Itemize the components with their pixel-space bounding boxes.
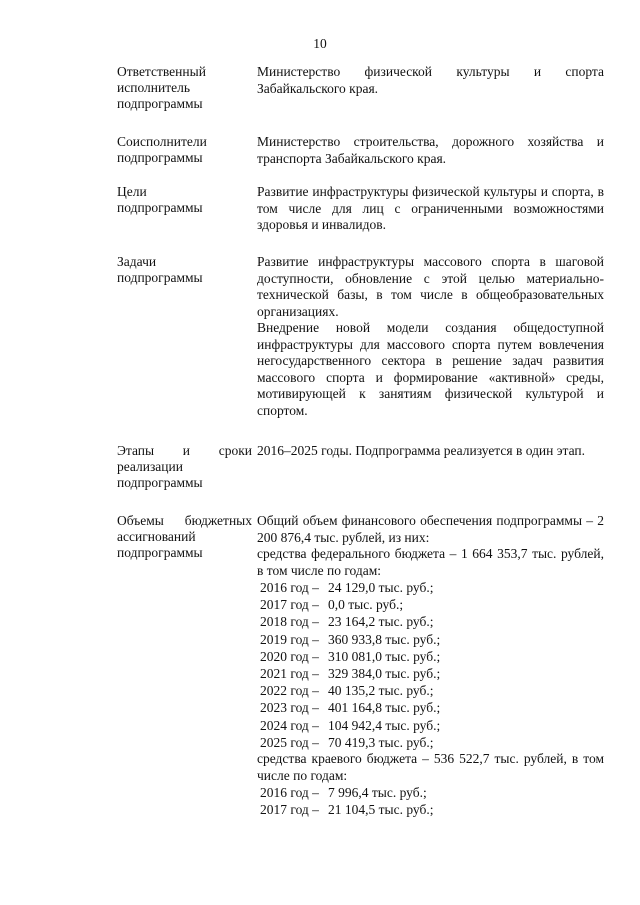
- row-coexecutors: [117, 134, 604, 167]
- year-amount: 360 933,8 тыс. руб.;: [328, 631, 441, 647]
- year-amount-line: [257, 596, 604, 613]
- year-label: 2021 год –: [260, 666, 319, 682]
- value-budget: [257, 513, 604, 818]
- year-amount: 21 104,5 тыс. руб.;: [328, 802, 434, 818]
- year-label: 2017 год –: [260, 802, 319, 818]
- label-coexecutors: Соисполнители подпрограммы: [117, 134, 207, 165]
- year-amount-line: [257, 784, 604, 801]
- year-amount: 40 135,2 тыс. руб.;: [328, 683, 434, 699]
- row-budget: [117, 513, 604, 818]
- row-stages: [117, 443, 604, 491]
- year-amount: 0,0 тыс. руб.;: [328, 597, 404, 613]
- year-label: 2016 год –: [260, 580, 319, 595]
- year-amount: 104 942,4 тыс. руб.;: [328, 717, 441, 733]
- budget-regional-intro: средства краевого бюджета – 536 522,7 тыс. рублей, в том числе по годам:: [257, 751, 604, 783]
- label-budget: Объемы бюджетных ассигнований подпрограммы: [117, 513, 252, 560]
- label-tasks: Задачи подпрограммы: [117, 254, 203, 285]
- year-amount-line: [257, 631, 604, 648]
- year-amount: 329 384,0 тыс. руб.;: [328, 666, 441, 682]
- regional-years-list: [257, 784, 604, 818]
- year-amount-line: [257, 682, 604, 699]
- value-stages: 2016–2025 годы. Подпрограмма реализуется в один этап.: [257, 443, 586, 458]
- year-label: 2016 год –: [260, 785, 319, 801]
- year-amount: 24 129,0 тыс. руб.;: [328, 580, 434, 595]
- year-amount: 23 164,2 тыс. руб.;: [328, 614, 434, 630]
- row-goals: [117, 184, 604, 234]
- value-coexecutors: Министерство строительства, дорожного хозяйства и транспорта Забайкальского края.: [257, 134, 604, 166]
- label-responsible: Ответственный исполнитель подпрограммы: [117, 64, 206, 111]
- year-label: 2022 год –: [260, 683, 319, 699]
- year-label: 2018 год –: [260, 614, 319, 630]
- row-tasks: [117, 254, 604, 419]
- year-amount-line: [257, 665, 604, 682]
- row-responsible: [117, 64, 604, 112]
- year-amount-line: [257, 579, 604, 596]
- year-amount-line: [257, 717, 604, 734]
- year-label: 2025 год –: [260, 734, 319, 750]
- year-label: 2017 год –: [260, 597, 319, 613]
- year-label: 2020 год –: [260, 648, 319, 664]
- budget-total: Общий объем финансового обеспечения подпрограммы – 2 200 876,4 тыс. рублей, из них:: [257, 513, 604, 545]
- federal-years-list: [257, 579, 604, 751]
- budget-federal-intro: средства федерального бюджета – 1 664 353,7 тыс. рублей, в том числе по годам:: [257, 546, 604, 578]
- tasks-paragraph-2: Внедрение новой модели создания общедоступной инфраструктуры для массового спорта путем вовлечения негосударственного сектора в решение задач развития массового спорта и формирование «активной» среды, мотивирующей к занятиям физической культурой и спортом.: [257, 320, 604, 418]
- value-tasks: [257, 254, 604, 419]
- page-number: 10: [313, 36, 327, 51]
- year-label: 2024 год –: [260, 717, 319, 733]
- year-label: 2019 год –: [260, 631, 319, 647]
- value-goals: Развитие инфраструктуры физической культуры и спорта, в том числе для лиц с ограниченными возможностями здоровья и инвалидов.: [257, 184, 604, 232]
- year-amount-line: [257, 734, 604, 751]
- year-amount-line: [257, 613, 604, 630]
- tasks-paragraph-1: Развитие инфраструктуры массового спорта в шаговой доступности, обновление с этой целью материально-технической базы, в том числе в общеобразовательных организациях.: [257, 254, 604, 319]
- year-amount-line: [257, 699, 604, 716]
- year-amount: 310 081,0 тыс. руб.;: [328, 648, 441, 664]
- year-amount-line: [257, 648, 604, 665]
- year-label: 2023 год –: [260, 700, 319, 716]
- year-amount: 70 419,3 тыс. руб.;: [328, 734, 434, 750]
- year-amount-line: [257, 801, 604, 818]
- year-amount: 7 996,4 тыс. руб.;: [328, 785, 427, 801]
- value-responsible: Министерство физической культуры и спорта Забайкальского края.: [257, 64, 604, 96]
- label-stages: Этапы и сроки реализации подпрограммы: [117, 443, 252, 490]
- label-goals: Цели подпрограммы: [117, 184, 203, 215]
- year-amount: 401 164,8 тыс. руб.;: [328, 700, 441, 716]
